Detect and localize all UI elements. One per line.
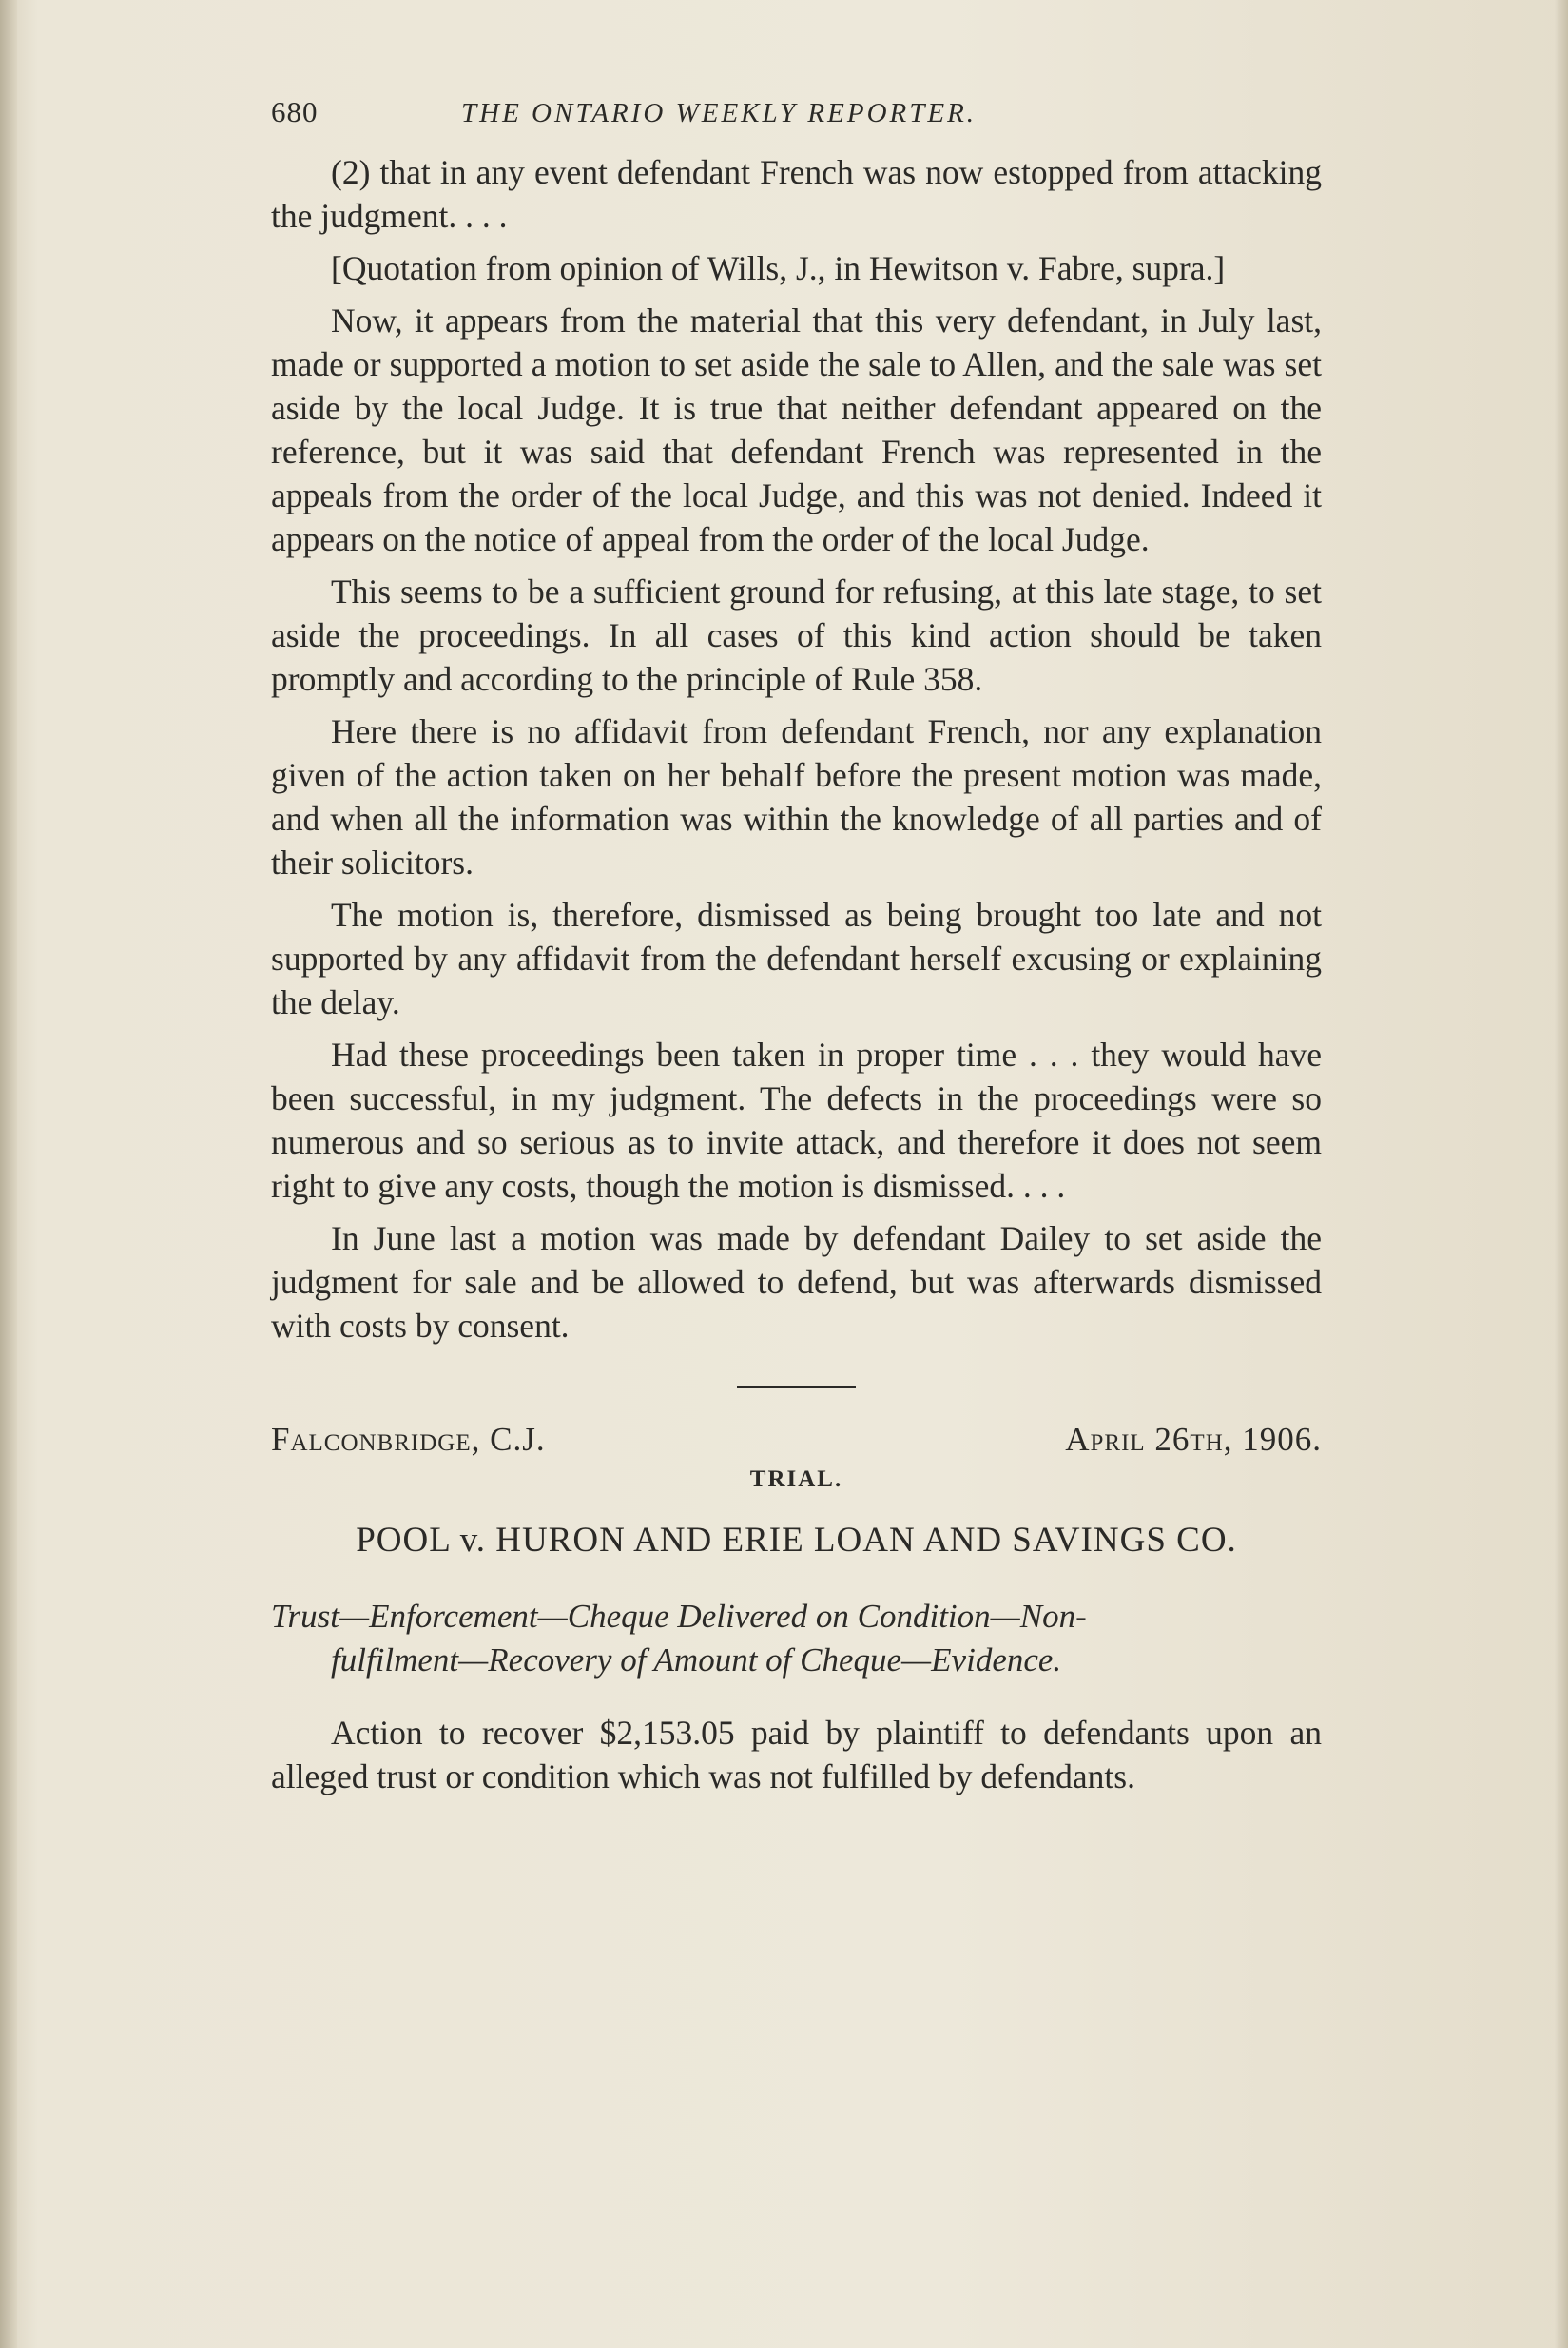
paragraph: [Quotation from opinion of Wills, J., in Hewitson v. Fabre, supra.] [331,249,1226,287]
case-heading [271,1421,1322,1459]
case-summary: Action to recover $2,153.05 paid by plaintiff to defendants upon an alleged trust or condition which was not fulfilled by defendants. [271,1714,1322,1795]
section-divider [737,1386,856,1388]
journal-title: THE ONTARIO WEEKLY REPORTER. [461,98,978,128]
paragraph: In June last a motion was made by defendant Dailey to set aside the judgment for sale and be allowed to defend, but was afterwards dismissed with costs by consent. [271,1219,1322,1345]
paragraph: (2) that in any event defendant French was now estopped from attacking the judgment. . . . [271,153,1322,235]
catchwords-line: fulfilment—Recovery of Amount of Cheque—Evidence. [331,1641,1062,1679]
judgment-date: April 26th, 1906. [1065,1421,1322,1458]
judge-name: Falconbridge, C.J. [271,1421,546,1458]
page-number: 680 [271,95,319,128]
running-head [271,95,1322,129]
paragraph: Here there is no affidavit from defendant French, nor any explanation given of the action taken on her behalf before the present motion was made, and when all the information was within the knowledge of all parties and of their solicitors. [271,712,1322,882]
page-spine-shadow [0,0,17,2348]
case-title: POOL v. HURON AND ERIE LOAN AND SAVINGS CO. [356,1521,1237,1560]
catchwords [271,1595,1322,1682]
paragraph: This seems to be a sufficient ground for refusing, at this late stage, to set aside the proceedings. In all cases of this kind action should be taken promptly and according to the principle of Rule 358. [271,572,1322,698]
paragraph: Now, it appears from the material that this very defendant, in July last, made or supported a motion to set aside the sale to Allen, and the sale was set aside by the local Judge. It is true that neither defendant appeared on the reference, but it was said that defendant French was represented in the appeals from the order of the local Judge, and this was not denied. Indeed it appears on the notice of appeal from the order of the local Judge. [271,301,1322,558]
paragraph: Had these proceedings been taken in proper time . . . they would have been successful, in my judgment. The defects in the proceedings were so numerous and so serious as to invite attack, and therefore it does not seem right to give any costs, though the motion is dismissed. . . . [271,1036,1322,1205]
paragraph: The motion is, therefore, dismissed as being brought too late and not supported by any affidavit from the defendant herself excusing or explaining the delay. [271,896,1322,1021]
case-type: TRIAL. [749,1466,843,1492]
page-edge-shadow [1555,0,1568,2348]
catchwords-line: Trust—Enforcement—Cheque Delivered on Condition—Non- [271,1598,1087,1635]
page-content [271,95,1322,1807]
